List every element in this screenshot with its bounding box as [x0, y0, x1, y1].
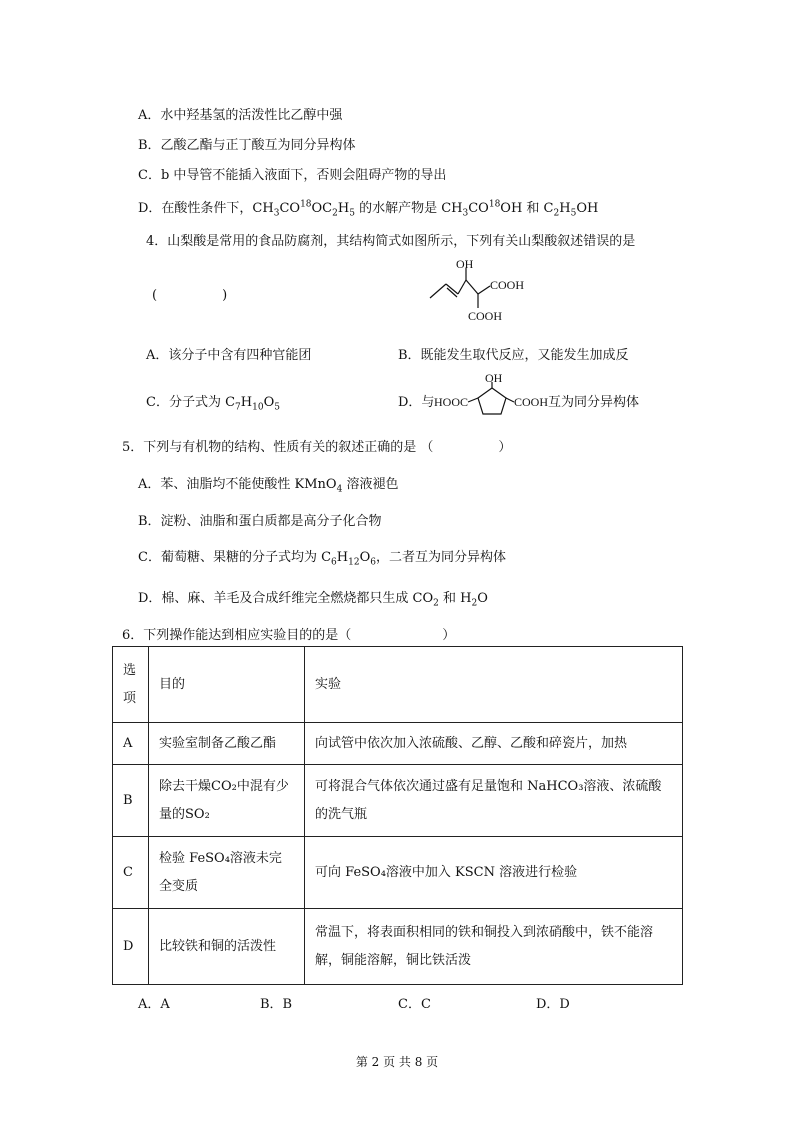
ring [478, 388, 506, 414]
q3-option-a: A．水中羟基氢的活泼性比乙醇中强 [138, 108, 343, 123]
header-option: 选项 [113, 647, 149, 723]
header-experiment: 实验 [305, 647, 683, 723]
q4-option-b: B．既能发生取代反应，又能发生加成反 [398, 348, 629, 363]
q4-option-d-suffix: 互为同分异构体 [548, 395, 640, 410]
q4-option-a: A．该分子中含有四种官能团 [146, 348, 312, 363]
q3-option-b: B．乙酸乙酯与正丁酸互为同分异构体 [138, 138, 356, 153]
q3-option-c: C．b 中导管不能插入液面下，否则会阻碍产物的导出 [138, 168, 447, 183]
q5-option-a: A．苯、油脂均不能使酸性 KMnO$_4$ 溶液褪色 [138, 477, 399, 495]
table-row [113, 837, 683, 909]
row-key: D [113, 909, 149, 985]
q5-stem: 5．下列与有机物的结构、性质有关的叙述正确的是 （ ） [122, 440, 512, 455]
row-purpose: 检验 FeSO₄溶液未完全变质 [149, 837, 305, 909]
q3-option-d: D．在酸性条件下，$CH_3CO^{18}OC_2H_5$ 的水解产物是 $CH_3CO^{18}OH$ 和 $C_2H_5OH$ [138, 199, 599, 219]
ring-hydroxyl-label: OH [485, 372, 503, 385]
row-experiment: 向试管中依次加入浓硫酸、乙醇、乙酸和碎瓷片，加热 [305, 723, 683, 765]
row-experiment: 可向 FeSO₄溶液中加入 KSCN 溶液进行检验 [305, 837, 683, 909]
carboxyl-label-2: COOH [468, 309, 503, 323]
sorbic-acid-structure [420, 256, 540, 328]
row-purpose: 除去干燥CO₂中混有少量的SO₂ [149, 765, 305, 837]
q6-choice-a: A．A [138, 997, 170, 1012]
bond [430, 284, 446, 298]
bond [466, 280, 478, 294]
hydroxyl-label: OH [456, 257, 474, 271]
ring-left-carboxyl-label: HOOC [434, 395, 469, 409]
q5-option-c: C．葡萄糖、果糖的分子式均为 $C_6H_{12}O_6$，二者互为同分异构体 [138, 550, 506, 568]
page-footer: 第 2 页 共 8 页 [355, 1055, 439, 1069]
q4-stem: 4．山梨酸是常用的食品防腐剂，其结构简式如图所示，下列有关山梨酸叙述错误的是 [146, 234, 636, 249]
bond [478, 286, 490, 294]
bond [506, 398, 514, 402]
q6-stem: 6．下列操作能达到相应实验目的的是（ ） [122, 628, 456, 643]
bond [458, 280, 466, 294]
table-row [113, 723, 683, 765]
row-purpose: 比较铁和铜的活泼性 [149, 909, 305, 985]
ring-right-carboxyl-label: COOH [514, 395, 549, 409]
row-key: C [113, 837, 149, 909]
q4-answer-blank: ( ) [152, 288, 228, 303]
q4-option-d-prefix: D．与 [398, 395, 435, 410]
q6-choice-b: B．B [260, 997, 293, 1012]
table-row [113, 909, 683, 985]
row-key: A [113, 723, 149, 765]
q4-option-c: C．分子式为 $C_7H_{10}O_5$ [146, 395, 280, 413]
row-experiment: 常温下，将表面积相同的铁和铜投入到浓硝酸中，铁不能溶解，铜能溶解，铜比铁活泼 [305, 909, 683, 985]
row-purpose: 实验室制备乙酸乙酯 [149, 723, 305, 765]
table-row [113, 765, 683, 837]
row-key: B [113, 765, 149, 837]
table-header-row [113, 647, 683, 723]
q5-option-b: B．淀粉、油脂和蛋白质都是高分子化合物 [138, 514, 382, 529]
row-experiment: 可将混合气体依次通过盛有足量饱和 NaHCO₃溶液、浓硫酸的洗气瓶 [305, 765, 683, 837]
q6-table [112, 646, 683, 985]
q6-choice-d: D．D [536, 997, 570, 1012]
header-purpose: 目的 [149, 647, 305, 723]
q5-option-d: D．棉、麻、羊毛及合成纤维完全燃烧都只生成 $CO_2$ 和 $H_2O$ [138, 591, 488, 609]
q6-choice-c: C．C [398, 997, 431, 1012]
cyclopentane-structure [432, 372, 550, 416]
bond [468, 398, 478, 402]
carboxyl-label-1: COOH [490, 278, 525, 292]
